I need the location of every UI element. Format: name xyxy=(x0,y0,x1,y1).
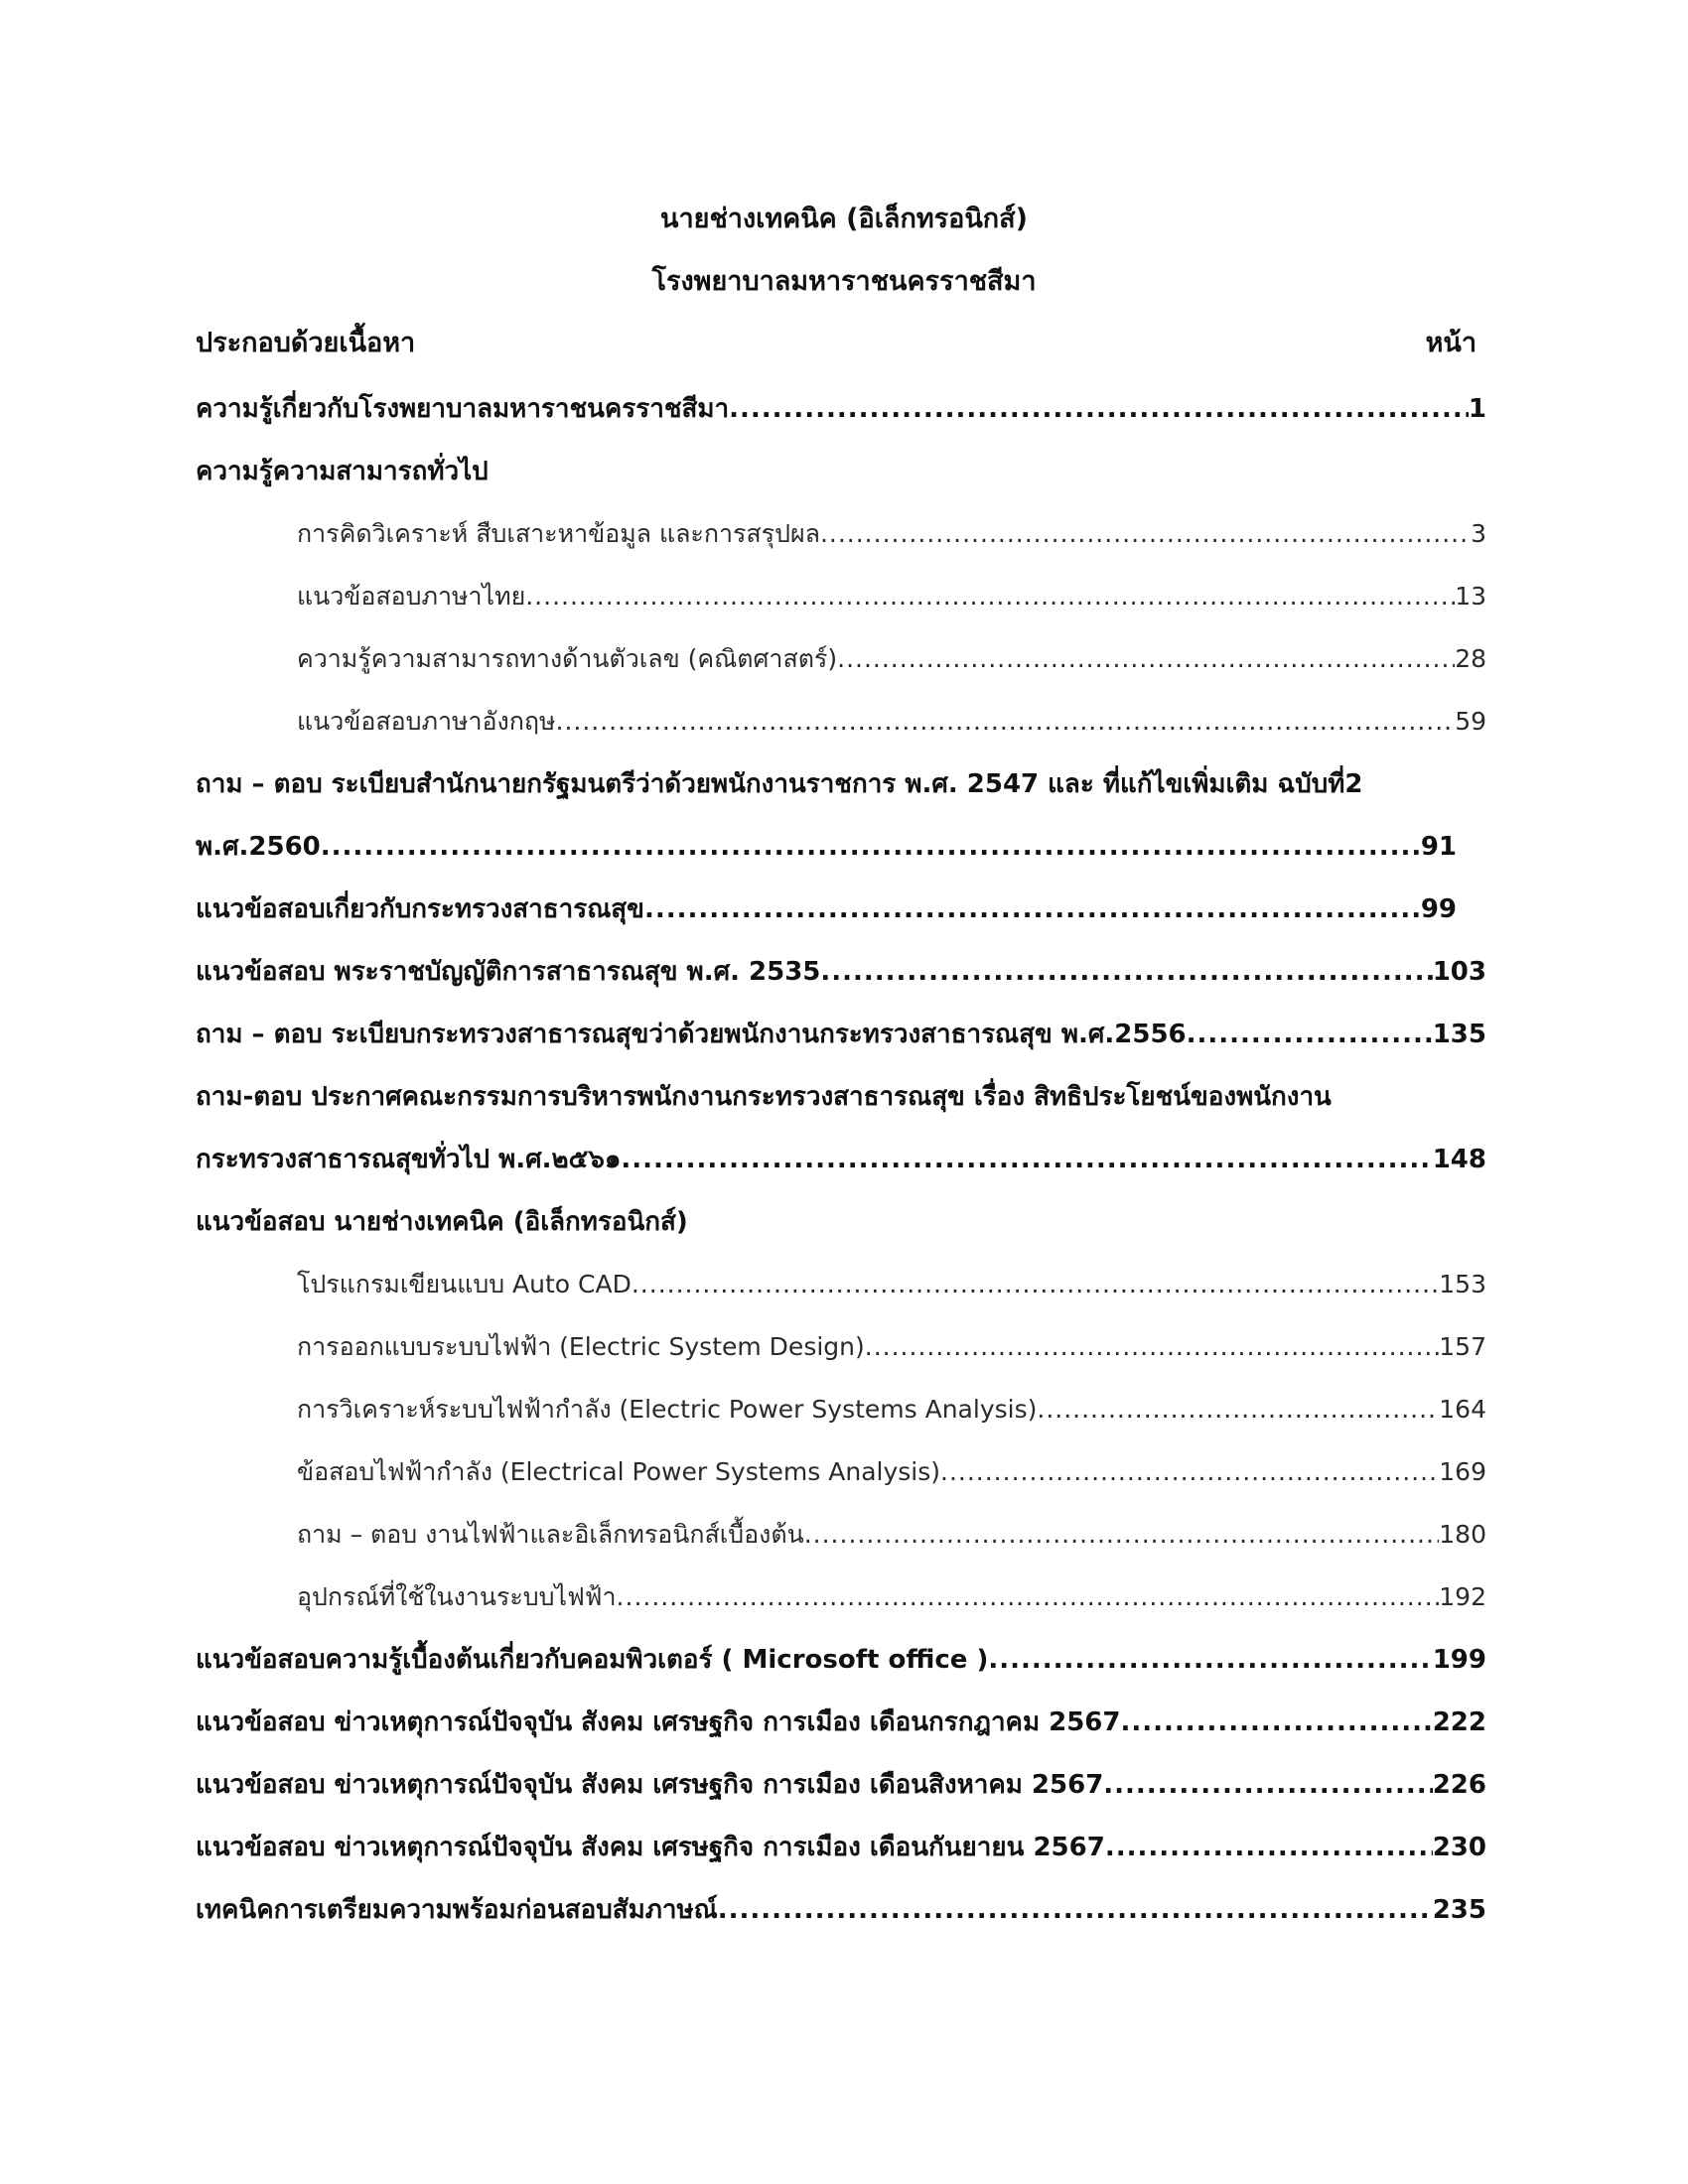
toc-entry[interactable] xyxy=(196,389,1486,429)
toc-entry-page: 192 xyxy=(1439,1582,1486,1611)
toc-entry-page: 91 xyxy=(1420,832,1457,862)
toc-entry-label: การคิดวิเคราะห์ สืบเสาะหาข้อมูล และการสรุปผล xyxy=(297,519,820,548)
toc-entry[interactable] xyxy=(196,1015,1486,1054)
toc-entry-label: โปรแกรมเขียนแบบ Auto CAD xyxy=(297,1270,632,1298)
dot-leader xyxy=(1103,1765,1432,1805)
toc-entry-label: ถาม – ตอบ ระเบียบกระทรวงสาธารณสุขว่าด้วยพนักงานกระทรวงสาธารณสุข พ.ศ.2556 xyxy=(196,1020,1187,1049)
toc-entry-label: แนวข้อสอบ ข่าวเหตุการณ์ปัจจุบัน สังคม เศรษฐกิจ การเมือง เดือนสิงหาคม 2567 xyxy=(196,1770,1104,1800)
toc-subentry[interactable] xyxy=(297,1515,1486,1555)
toc-entry-page: 103 xyxy=(1432,957,1486,987)
toc-subentry[interactable] xyxy=(297,702,1486,742)
toc-entry-page: 164 xyxy=(1439,1395,1486,1424)
toc-subentry[interactable] xyxy=(297,1577,1486,1617)
toc-subentry[interactable] xyxy=(297,1265,1486,1304)
dot-leader xyxy=(1037,1390,1439,1430)
toc-header xyxy=(196,324,1477,363)
dot-leader xyxy=(804,1515,1440,1555)
toc-header-page-label: หน้า xyxy=(1425,328,1477,358)
toc-entry-page: 148 xyxy=(1432,1145,1486,1174)
toc-entry-label: ถาม-ตอบ ประกาศคณะกรรมการบริหารพนักงานกระทรวงสาธารณสุข เรื่อง สิทธิประโยชน์ของพนักงาน xyxy=(196,1082,1332,1112)
toc-entry-page: 222 xyxy=(1432,1707,1486,1737)
document-subtitle: โรงพยาบาลมหาราชนครราชสีมา xyxy=(651,266,1037,297)
dot-leader xyxy=(556,702,1456,742)
dot-leader xyxy=(617,1577,1440,1617)
toc-entry-label: แนวข้อสอบภาษาอังกฤษ xyxy=(297,707,556,736)
dot-leader xyxy=(820,952,1432,992)
toc-subentry[interactable] xyxy=(297,639,1486,679)
toc-entry-continued[interactable] xyxy=(196,764,1486,804)
toc-entry-label: อุปกรณ์ที่ใช้ในงานระบบไฟฟ้า xyxy=(297,1582,617,1611)
toc-entry-label: ความรู้เกี่ยวกับโรงพยาบาลมหาราชนครราชสีมา xyxy=(196,394,730,424)
toc-entry-label: ข้อสอบไฟฟ้ากำลัง (Electrical Power Systems Analysis) xyxy=(297,1457,940,1486)
dot-leader xyxy=(621,1140,1432,1179)
dot-leader xyxy=(1105,1828,1433,1867)
toc-entry[interactable] xyxy=(196,1140,1486,1179)
toc-entry-page: 1 xyxy=(1468,394,1486,424)
toc-entry-label: ความรู้ความสามารถทั่วไป xyxy=(196,457,489,486)
toc-subentry[interactable] xyxy=(297,1327,1486,1367)
toc-subentry[interactable] xyxy=(297,1452,1486,1492)
toc-entry-page: 226 xyxy=(1432,1770,1486,1800)
toc-entry-page: 169 xyxy=(1439,1457,1486,1486)
toc-entry-label: เทคนิคการเตรียมความพร้อมก่อนสอบสัมภาษณ์ xyxy=(196,1895,718,1925)
toc-entry-label: แนวข้อสอบ ข่าวเหตุการณ์ปัจจุบัน สังคม เศรษฐกิจ การเมือง เดือนกันยายน 2567 xyxy=(196,1833,1105,1862)
dot-leader xyxy=(988,1640,1432,1680)
toc-entry[interactable] xyxy=(196,889,1457,929)
toc-entry-label: ถาม – ตอบ งานไฟฟ้าและอิเล็กทรอนิกส์เบื้องต้น xyxy=(297,1520,804,1549)
toc-entry-label: แนวข้อสอบเกี่ยวกับกระทรวงสาธารณสุข xyxy=(196,894,644,924)
toc-entry-page: 3 xyxy=(1471,519,1486,548)
toc-section-heading xyxy=(196,452,1486,491)
toc-entry-label: ถาม – ตอบ ระเบียบสำนักนายกรัฐมนตรีว่าด้วยพนักงานราชการ พ.ศ. 2547 และ ที่แก้ไขเพิ่มเติม ฉบับที่2 xyxy=(196,769,1363,799)
dot-leader xyxy=(632,1265,1439,1304)
toc-entry[interactable] xyxy=(196,1765,1486,1805)
toc-entry-page: 153 xyxy=(1439,1270,1486,1298)
toc-entry-page: 230 xyxy=(1432,1833,1486,1862)
toc-entry[interactable] xyxy=(196,952,1486,992)
toc-entry-page: 59 xyxy=(1455,707,1486,736)
toc-entry-label: ความรู้ความสามารถทางด้านตัวเลข (คณิตศาสตร์) xyxy=(297,644,838,673)
toc-entry-label: แนวข้อสอบ นายช่างเทคนิค (อิเล็กทรอนิกส์) xyxy=(196,1207,688,1237)
dot-leader xyxy=(820,514,1471,554)
toc-section-heading xyxy=(196,1202,1486,1242)
dot-leader xyxy=(940,1452,1439,1492)
toc-entry[interactable] xyxy=(196,1890,1486,1930)
toc-entry-label: แนวข้อสอบ ข่าวเหตุการณ์ปัจจุบัน สังคม เศรษฐกิจ การเมือง เดือนกรกฎาคม 2567 xyxy=(196,1707,1121,1737)
toc-header-contents-label: ประกอบด้วยเนื้อหา xyxy=(196,328,416,358)
toc-entry-label: การวิเคราะห์ระบบไฟฟ้ากำลัง (Electric Power Systems Analysis) xyxy=(297,1395,1038,1424)
toc-entry-label: แนวข้อสอบ พระราชบัญญัติการสาธารณสุข พ.ศ. 2535 xyxy=(196,957,821,987)
dot-leader xyxy=(644,889,1421,929)
toc-entry-page: 180 xyxy=(1439,1520,1486,1549)
dot-leader xyxy=(837,639,1455,679)
toc-entry-page: 157 xyxy=(1439,1332,1486,1361)
dot-leader xyxy=(525,577,1455,616)
toc-entry-page: 13 xyxy=(1455,582,1486,611)
toc-subentry[interactable] xyxy=(297,1390,1486,1430)
toc-entry-page: 235 xyxy=(1432,1895,1486,1925)
toc-entry-label: พ.ศ.2560 xyxy=(196,832,321,862)
toc-entry-page: 199 xyxy=(1432,1645,1486,1675)
dot-leader xyxy=(729,389,1469,429)
toc-entry[interactable] xyxy=(196,827,1457,867)
dot-leader xyxy=(1187,1015,1433,1054)
toc-entry-page: 135 xyxy=(1432,1020,1486,1049)
toc-entry[interactable] xyxy=(196,1703,1486,1742)
toc-entry-continued[interactable] xyxy=(196,1077,1486,1117)
dot-leader xyxy=(718,1890,1433,1930)
toc-entry[interactable] xyxy=(196,1640,1486,1680)
document-title: นายช่างเทคนิค (อิเล็กทรอนิกส์) xyxy=(660,204,1028,234)
toc-entry-label: การออกแบบระบบไฟฟ้า (Electric System Design) xyxy=(297,1332,865,1361)
dot-leader xyxy=(321,827,1421,867)
dot-leader xyxy=(1121,1703,1433,1742)
toc-entry-label: แนวข้อสอบภาษาไทย xyxy=(297,582,526,611)
toc-subentry[interactable] xyxy=(297,514,1486,554)
toc-entry-page: 99 xyxy=(1420,894,1457,924)
toc-entry[interactable] xyxy=(196,1828,1486,1867)
toc-entry-page: 28 xyxy=(1455,644,1486,673)
dot-leader xyxy=(865,1327,1440,1367)
toc-entry-label: กระทรวงสาธารณสุขทั่วไป พ.ศ.๒๕๖๑ xyxy=(196,1145,622,1174)
toc-subentry[interactable] xyxy=(297,577,1486,616)
toc-entry-label: แนวข้อสอบความรู้เบื้องต้นเกี่ยวกับคอมพิวเตอร์ ( Microsoft office ) xyxy=(196,1645,989,1675)
